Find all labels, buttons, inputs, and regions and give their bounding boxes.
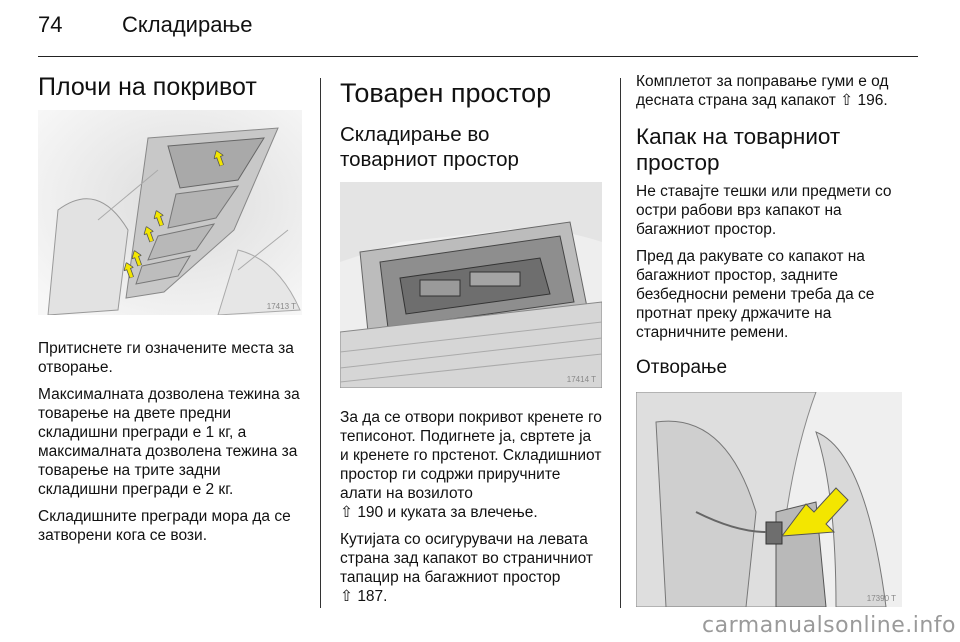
figure-code: 17413 T — [266, 302, 296, 311]
paragraph-intro — [636, 72, 916, 110]
subheading-storage: Складирање во товарниот простор — [340, 123, 519, 171]
column-divider-2 — [620, 78, 621, 608]
paragraph: Складишните прегради мора да се затворени кога се вози. — [38, 508, 291, 544]
paragraph: Максималната дозволена тежина за товарење на двете предни складишни прегради е 1 кг, а максималната дозволена тежина за товарење на трите задни складишни прегради е 2 кг. — [38, 386, 300, 498]
paragraph-text: 187. — [357, 588, 388, 605]
arrow-reference-icon: ⇧ — [340, 588, 353, 605]
section-heading-roof: Плочи на покривот — [38, 73, 257, 101]
column-divider-1 — [320, 78, 321, 608]
storage-illustration — [340, 182, 602, 388]
paragraph-text: 190 и куката за влечење. — [357, 504, 538, 521]
figure-roof-compartments — [38, 110, 302, 315]
section-heading-cover: Капак на товарниот простор — [636, 124, 841, 175]
arrow-reference-icon: ⇧ — [340, 504, 353, 521]
paragraph — [340, 530, 604, 606]
figure-code: 17390 T — [866, 594, 896, 603]
paragraph — [340, 408, 604, 522]
paragraph-text: За да се отвори покривот кренете го теписонот. Подигнете ја, свртете ја и кренете го прстенот. Складишниот простор ги содржи приручните алати на возилото — [340, 409, 602, 502]
paragraph: Не ставајте тешки или предмети со остри рабови врз капакот на багажниот простор. — [636, 183, 892, 238]
watermark-text: carmanualsonline.info — [702, 613, 956, 638]
paragraph: Притиснете ги означените места за отворање. — [38, 340, 294, 376]
column-load-compartment — [340, 72, 604, 614]
figure-cover-opening — [636, 392, 902, 607]
page-number: 74 — [38, 12, 63, 37]
section-heading-load: Товарен простор — [340, 78, 552, 108]
paragraph-text: 196. — [857, 92, 888, 109]
column-roof-compartments — [38, 72, 304, 553]
chapter-title: Складирање — [122, 12, 253, 37]
roof-illustration — [38, 110, 302, 315]
paragraph: Пред да ракувате со капакот на багажниот простор, задните безбедносни ремени треба да се протнат преку држачите на старничните ремени. — [636, 248, 875, 341]
column-load-cover — [636, 72, 916, 607]
figure-storage-floor — [340, 182, 602, 388]
arrow-reference-icon: ⇧ — [840, 92, 854, 109]
cover-illustration — [636, 392, 902, 607]
header-rule — [38, 56, 918, 57]
subheading-opening: Отворање — [636, 357, 728, 378]
paragraph-text: Комплетот за поправање гуми е од десната страна зад капакот — [636, 73, 889, 109]
paragraph-text: Кутијата со осигурувачи на левата страна зад капакот во страничниот тапацир на багажниот простор — [340, 531, 594, 586]
figure-code: 17414 T — [566, 375, 596, 384]
